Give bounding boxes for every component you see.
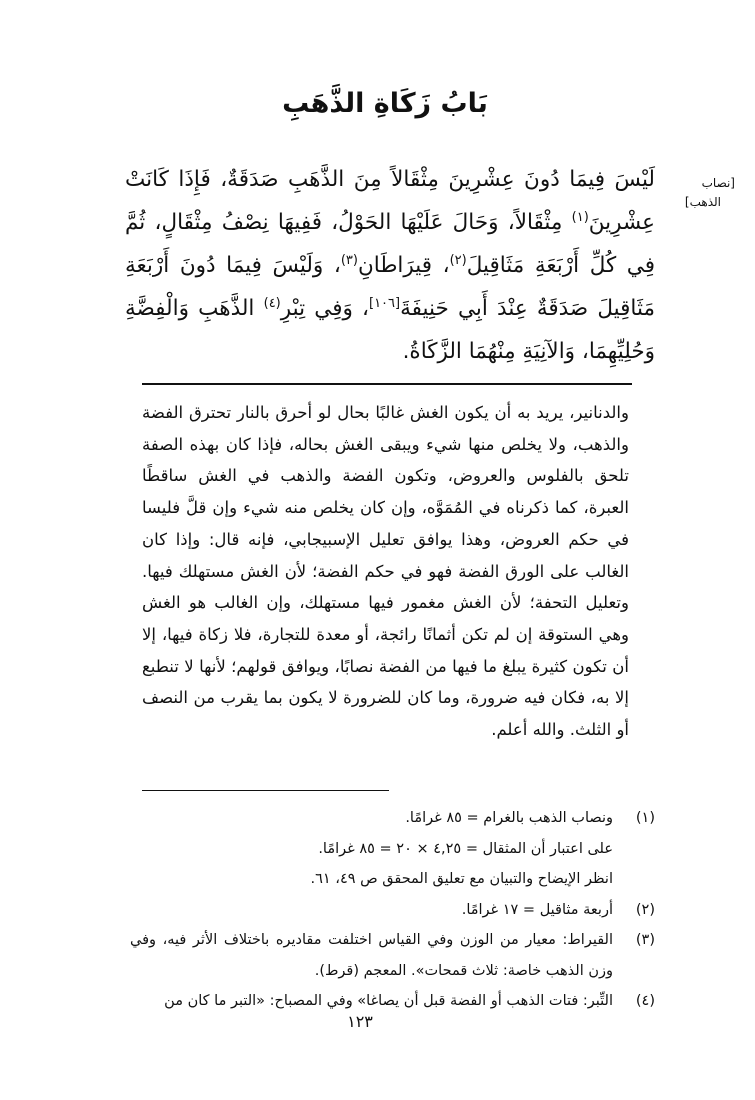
reference-marker: [١٠٦]: [369, 295, 401, 311]
margin-note: [655, 174, 735, 212]
footnote-line: القيراط: معيار من الوزن وفي القياس اختلفت مقاديره باختلاف الأثر فيه، وفي وزن الذهب خاصة: ثلاث قمحات». المعجم (قرط).: [130, 932, 613, 979]
footnote-3: [130, 925, 655, 986]
main-text-segment: لَيْسَ فِيمَا دُونَ عِشْرِينَ مِثْقَالاً مِنَ الذَّهَبِ صَدَقَةٌ، فَإِذَا كَانَتْ عِشْرِينَ: [125, 167, 655, 235]
main-text-segment: ، وَفِي تِبْرِ: [280, 296, 369, 321]
footnotes: [130, 803, 655, 1017]
footnote-line: ونصاب الذهب بالغرام = ٨٥ غرامًا.: [405, 810, 613, 826]
main-text-segment: ، قِيرَاطَانِ: [357, 253, 450, 278]
margin-note-line-2: الذهب]: [684, 195, 721, 209]
main-text-segment: ، وَلَيْسَ فِيمَا دُونَ أَرْبَعَةِ مَثَاقِيلَ صَدَقَةٌ عِنْدَ أَبِي حَنِيفَةَ: [125, 253, 655, 321]
page-number: ١٢٣: [347, 1012, 373, 1031]
main-text-segment: مِثْقَالاً، وَحَالَ عَلَيْهَا الحَوْلُ، فَفِيهَا نِصْفُ مِثْقَالٍ، ثُمَّ فِي كُلِّ أَرْبَعَةِ مَثَاقِيلَ: [125, 210, 656, 278]
footnote-marker-1[interactable]: (١): [571, 209, 589, 225]
commentary-text: والدنانير، يريد به أن يكون الغش غالبًا بحال لو أحرق بالنار تحترق الفضة والذهب، ولا يخلص منها شيء ويبقى الغش بحاله، فإذا كان بهذه الصفة تلحق بالفلوس والعروض، وتكون الفضة والذهب في الغش ساقطًا العبرة، كما ذكرناه في المُمَوَّه، وإن كان يخلص منه شيء وإن قلَّ فليسا في حكم العروض، وهذا يوافق تعليل الإسبيجابي، فإنه قال: وإذا كان الغالب على الورق الفضة فهو في حكم الفضة؛ لأن الغش مستهلك فيها. وتعليل التحفة؛ لأن الغش مغمور فيها مستهلك، وإن الغالب هو الغش وهي الستوقة إن لم تكن أثمانًا رائجة، أو معدة للتجارة، فلا زكاة فيها، إلا أن تكون كثيرة يبلغ ما فيها من الفضة نصابًا، ويوافق قولهم؛ لأنها لا تنطبع إلا به، فكان فيه ضرورة، وما كان للضرورة لا يكون بما يقرب من النصف أو الثلث. والله أعلم.: [142, 403, 629, 740]
main-text: [125, 158, 655, 373]
footnote-body: [130, 803, 613, 895]
footnote-number: (٢): [635, 901, 655, 918]
footnote-marker-4[interactable]: (٤): [263, 295, 281, 311]
footnotes-divider: [142, 790, 389, 791]
margin-note-line-1: [نصاب: [701, 176, 735, 190]
chapter-title: بَابُ زَكَاةِ الذَّهَبِ: [282, 88, 488, 119]
footnote-body: [130, 895, 613, 926]
footnote-line: انظر الإيضاح والتبيان مع تعليق المحقق ص ٤٩، ٦١.: [310, 871, 613, 887]
main-text-segment: الذَّهَبِ وَالْفِضَّةِ وَحُلِيِّهِمَا، وَالآنِيَةِ مِنْهُمَا الزَّكَاةُ.: [125, 296, 655, 364]
footnote-marker-2[interactable]: (٢): [449, 252, 467, 268]
footnote-marker-3[interactable]: (٣): [340, 252, 358, 268]
footnote-number: (٣): [635, 932, 655, 948]
footnote-body: [130, 925, 613, 986]
footnote-number: (٤): [635, 993, 655, 1009]
footnote-2: [130, 895, 655, 926]
footnote-line: أربعة مثاقيل = ١٧ غرامًا.: [461, 901, 613, 918]
footnote-line: على اعتبار أن المثقال = ٤,٢٥ × ٢٠ = ٨٥ غرامًا.: [318, 840, 613, 857]
footnote-number: (١): [635, 810, 655, 826]
footnote-1: [130, 803, 655, 895]
main-text-divider: [142, 383, 632, 385]
footnote-line: التِّبر: فتات الذهب أو الفضة قبل أن يصاغا» وفي المصباح: «التبر ما كان من: [164, 993, 613, 1009]
